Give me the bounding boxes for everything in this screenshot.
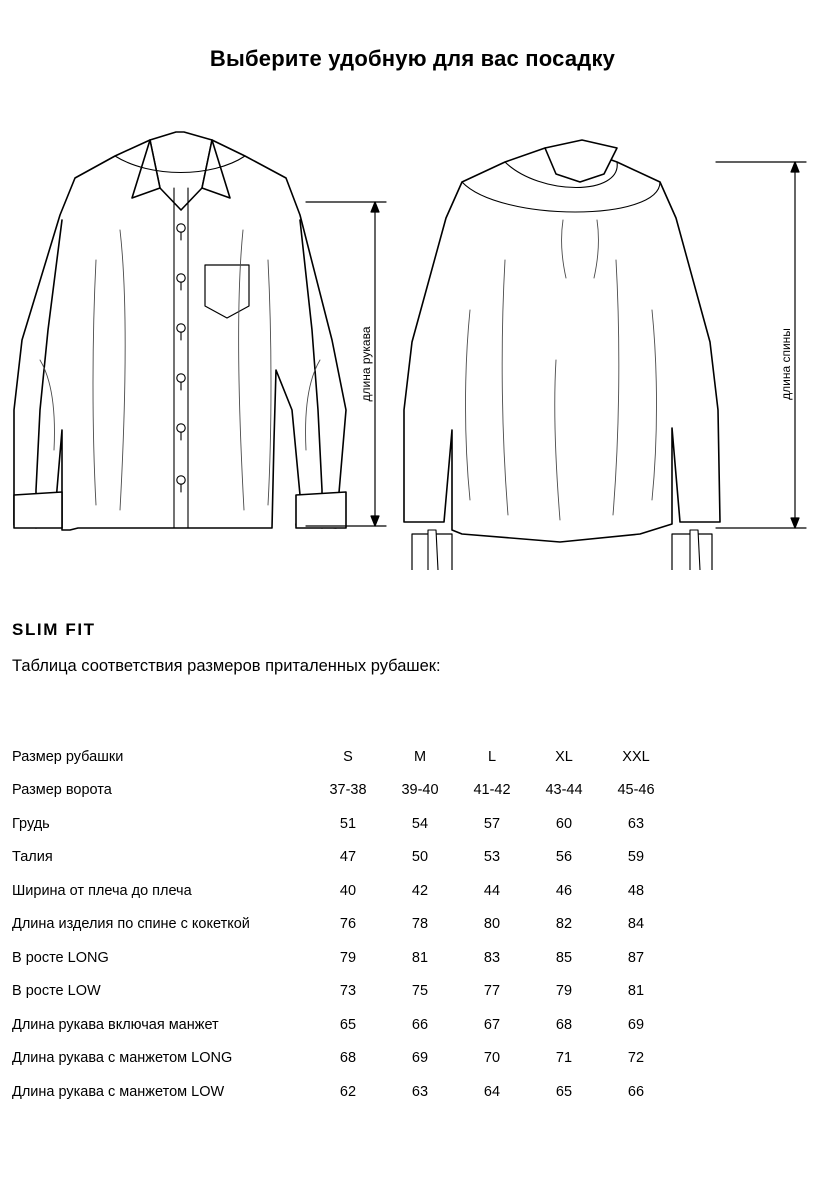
row-value: 57	[483, 815, 501, 832]
row-value: 39-40	[401, 782, 439, 799]
front-shirt-illustration	[14, 132, 346, 530]
table-row	[12, 908, 672, 942]
shirt-illustrations	[0, 110, 825, 570]
table-row	[12, 841, 672, 875]
row-label: В росте LONG	[12, 949, 109, 966]
fit-name: SLIM FIT	[12, 620, 96, 639]
row-value: 54	[411, 815, 429, 832]
row-value: 69	[627, 1016, 645, 1033]
column-header-s: S	[343, 748, 353, 765]
row-value: 40	[339, 882, 357, 899]
back-shirt-illustration	[404, 140, 720, 570]
row-value: 60	[555, 815, 573, 832]
table-row	[12, 975, 672, 1009]
row-value: 63	[411, 1083, 429, 1100]
row-label: Ширина от плеча до плеча	[12, 882, 192, 899]
row-value: 59	[627, 849, 645, 866]
table-subtitle: Таблица соответствия размеров приталенных рубашек:	[12, 657, 441, 675]
row-value: 72	[627, 1050, 645, 1067]
table-header-label: Размер рубашки	[12, 748, 124, 765]
row-value: 42	[411, 882, 429, 899]
row-value: 68	[339, 1050, 357, 1067]
row-label: Талия	[12, 849, 53, 866]
row-label: Длина рукава включая манжет	[12, 1016, 219, 1033]
table-row	[12, 807, 672, 841]
row-value: 66	[627, 1083, 645, 1100]
row-value: 73	[339, 983, 357, 1000]
row-label: Грудь	[12, 815, 50, 832]
row-value: 79	[339, 949, 357, 966]
row-value: 64	[483, 1083, 501, 1100]
column-header-xxl: XXL	[622, 748, 650, 765]
row-value: 69	[411, 1050, 429, 1067]
sleeve-length-label: длина рукава	[359, 326, 373, 402]
row-value: 65	[555, 1083, 573, 1100]
row-value: 67	[483, 1016, 501, 1033]
row-value: 63	[627, 815, 645, 832]
row-value: 56	[555, 849, 573, 866]
row-value: 79	[555, 983, 573, 1000]
row-value: 78	[411, 916, 429, 933]
column-header-m: M	[413, 748, 427, 765]
row-value: 51	[339, 815, 357, 832]
row-value: 43-44	[545, 782, 583, 799]
row-value: 50	[411, 849, 429, 866]
row-label: Длина рукава с манжетом LOW	[12, 1083, 225, 1100]
row-label: Длина изделия по спине с кокеткой	[12, 916, 250, 933]
row-value: 48	[627, 882, 645, 899]
row-value: 80	[483, 916, 501, 933]
row-value: 66	[411, 1016, 429, 1033]
row-label: Длина рукава с манжетом LONG	[12, 1050, 233, 1067]
row-value: 82	[555, 916, 573, 933]
back-length-label: длина спины	[779, 328, 793, 400]
row-value: 71	[555, 1050, 573, 1067]
row-value: 77	[483, 983, 501, 1000]
column-header-l: L	[487, 748, 497, 765]
page-title: Выберите удобную для вас посадку	[209, 46, 616, 71]
row-value: 47	[339, 849, 357, 866]
row-label: Размер ворота	[12, 782, 112, 799]
row-value: 37-38	[329, 782, 367, 799]
row-value: 70	[483, 1050, 501, 1067]
row-label: В росте LOW	[12, 983, 101, 1000]
row-value: 46	[555, 882, 573, 899]
row-value: 44	[483, 882, 501, 899]
row-value: 41-42	[473, 782, 511, 799]
size-table-body	[12, 740, 672, 1109]
table-row	[12, 1008, 672, 1042]
table-row	[12, 874, 672, 908]
row-value: 65	[339, 1016, 357, 1033]
row-value: 87	[627, 949, 645, 966]
table-row	[12, 1042, 672, 1076]
row-value: 53	[483, 849, 501, 866]
row-value: 81	[627, 983, 645, 1000]
table-row	[12, 1075, 672, 1109]
table-row	[12, 941, 672, 975]
row-value: 83	[483, 949, 501, 966]
column-header-xl: XL	[555, 748, 573, 765]
row-value: 45-46	[617, 782, 655, 799]
row-value: 75	[411, 983, 429, 1000]
size-table	[12, 740, 672, 1109]
table-row	[12, 740, 672, 774]
row-value: 62	[339, 1083, 357, 1100]
row-value: 68	[555, 1016, 573, 1033]
table-row	[12, 774, 672, 808]
row-value: 76	[339, 916, 357, 933]
row-value: 85	[555, 949, 573, 966]
row-value: 81	[411, 949, 429, 966]
row-value: 84	[627, 916, 645, 933]
